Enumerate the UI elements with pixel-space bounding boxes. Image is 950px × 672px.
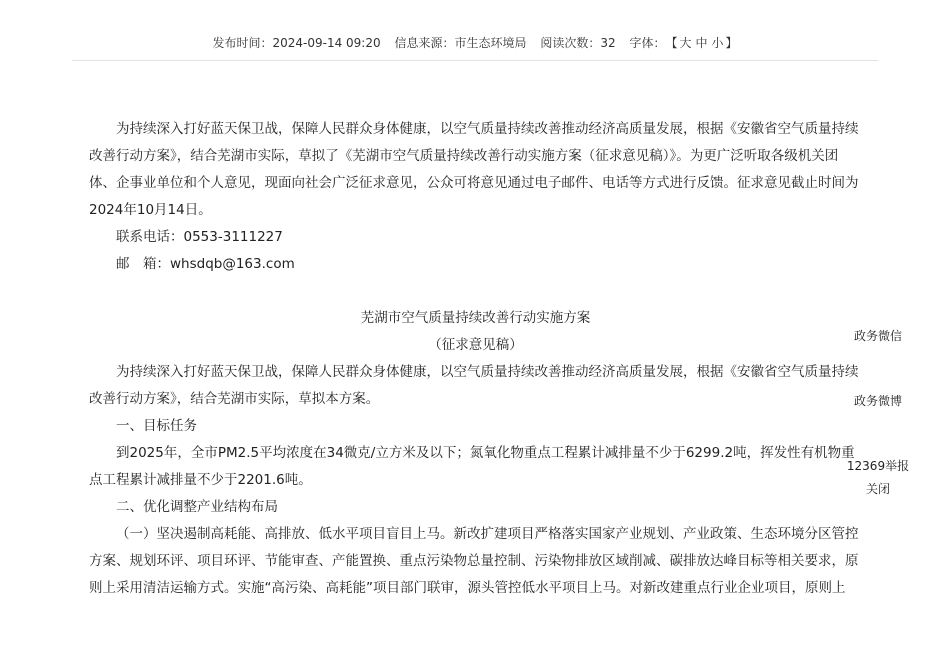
document-subtitle: （征求意见稿） <box>428 337 523 353</box>
bracket-close: 】 <box>725 36 738 50</box>
document-title: 芜湖市空气质量持续改善行动实施方案 <box>360 310 591 326</box>
font-size-label: 字体： <box>629 36 666 50</box>
source-label: 信息来源： <box>394 36 455 50</box>
publish-time: 2024-09-14 09:20 <box>272 36 381 50</box>
section-1-body: 到2025年，全市PM2.5平均浓度在34微克/立方米及以下；氮氧化物重点工程累计减排量不少于6299.2吨，挥发性有机物重点工程累计减排量不少于2201.6吨。 <box>89 445 855 488</box>
close-button[interactable]: 关闭 <box>865 482 890 496</box>
bracket-open: 【 <box>665 36 678 50</box>
gov-wechat-link[interactable]: 政务微信 <box>853 329 902 343</box>
views-label: 阅读次数： <box>540 36 601 50</box>
source: 市生态环境局 <box>454 36 527 50</box>
view-count: 32 <box>600 36 616 50</box>
document-preface: 为持续深入打好蓝天保卫战，保障人民群众身体健康，以空气质量持续改善推动经济高质量发展，根据《安徽省空气质量持续改善行动方案》，结合芜湖市实际，草拟本方案。 <box>89 364 859 407</box>
font-size-large-link[interactable]: 大 <box>679 36 692 50</box>
section-2-heading: 二、优化调整产业结构布局 <box>116 499 278 515</box>
section-1-heading: 一、目标任务 <box>116 418 197 434</box>
publish-time-label: 发布时间： <box>212 36 273 50</box>
notice-intro: 为持续深入打好蓝天保卫战，保障人民群众身体健康，以空气质量持续改善推动经济高质量发展，根据《安徽省空气质量持续改善行动方案》，结合芜湖市实际，草拟了《芜湖市空气质量持续改善行动实施方案（征求意见稿）》。为更广泛听取各级机关团体、企事业单位和个人意见，现面向社会广泛征求意见，公众可将意见通过电子邮件、电话等方式进行反馈。征求意见截止时间为2024年10月14日。 <box>89 121 859 218</box>
article-meta-bar <box>0 34 950 51</box>
section-2-item-1: （一）坚决遏制高耗能、高排放、低水平项目盲目上马。新改扩建项目严格落实国家产业规划、产业政策、生态环境分区管控方案、规划环评、项目环评、节能审查、产能置换、重点污染物总量控制、污染物排放区域削减、碳排放达峰目标等相关要求，原则上采用清洁运输方式。实施“高污染、高耗能”项目部门联审，源头管控低水平项目上马。对新改建重点行业企业项目，原则上 <box>89 526 859 596</box>
gov-weibo-link[interactable]: 政务微博 <box>853 394 902 408</box>
header-divider <box>72 60 878 61</box>
font-size-small-link[interactable]: 小 <box>711 36 724 50</box>
article-content <box>89 116 862 602</box>
font-size-medium-link[interactable]: 中 <box>695 36 708 50</box>
report-12369-link[interactable]: 12369举报 <box>846 459 910 473</box>
contact-email: 邮 箱：whsdqb@163.com <box>116 256 295 272</box>
paragraph-spacer <box>89 278 862 305</box>
contact-phone: 联系电话：0553-3111227 <box>116 229 283 245</box>
